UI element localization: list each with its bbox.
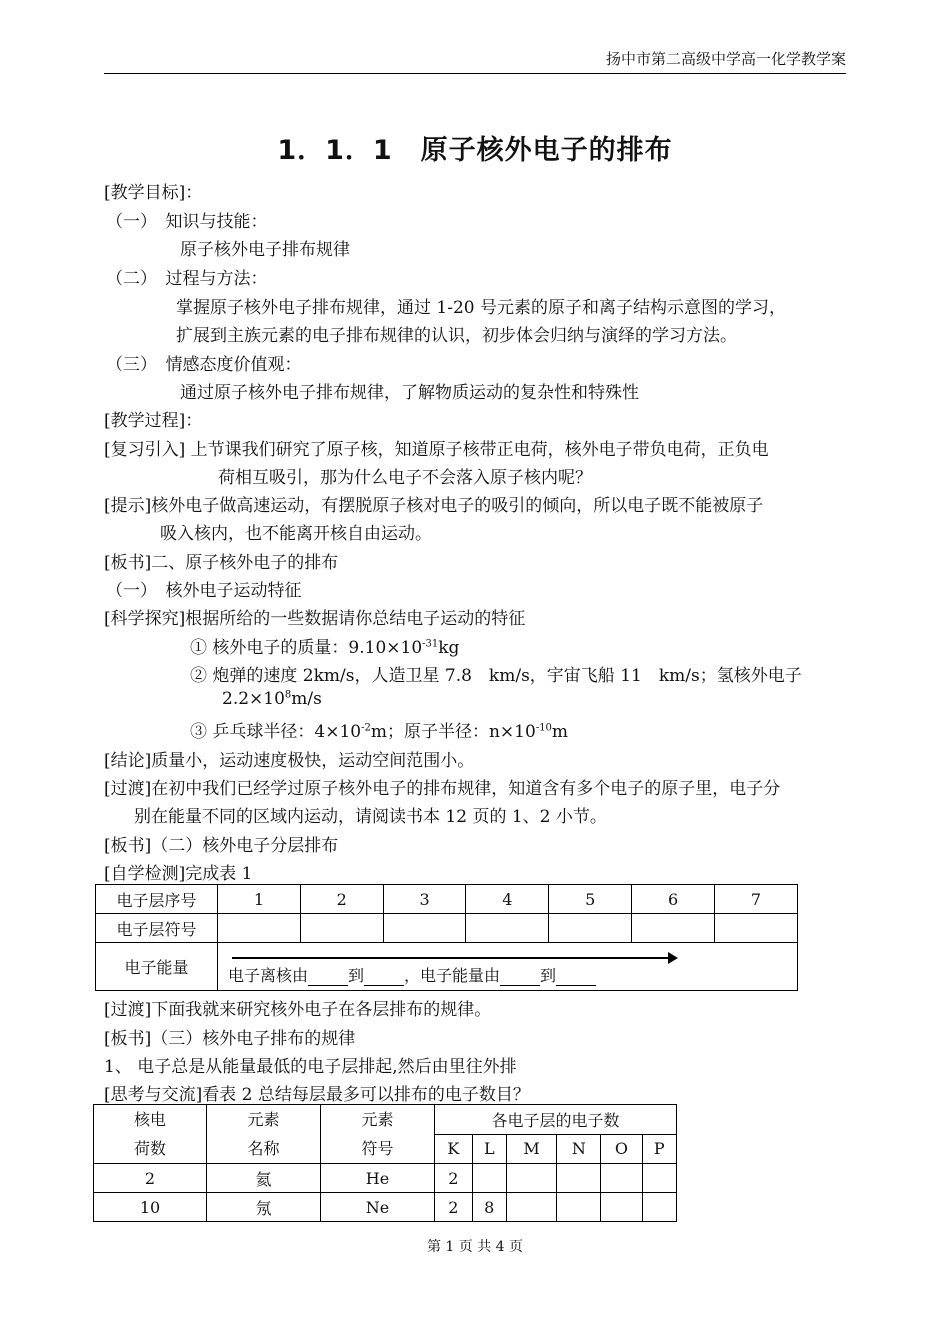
goal1-text: 原子核外电子排布规律 bbox=[180, 240, 350, 260]
cell-charge: 2 bbox=[94, 1164, 207, 1193]
data-item-1: ① 核外电子的质量：$9.10\times 10^{-31}kg$ bbox=[190, 638, 460, 658]
transition-1-a: [过渡]在初中我们已经学过原子核外电子的排布规律，知道含有多个电子的原子里，电子分 bbox=[104, 779, 781, 799]
cell-count bbox=[557, 1193, 601, 1222]
energy-fill-in: 电子离核由 到 ，电子能量由 到 bbox=[218, 943, 798, 991]
cell-charge: 10 bbox=[94, 1193, 207, 1222]
fill-blank[interactable] bbox=[500, 969, 540, 986]
shell-header: K bbox=[435, 1134, 473, 1164]
cell-count bbox=[557, 1164, 601, 1193]
hint-line-a: [提示]核外电子做高速运动，有摆脱原子核对电子的吸引的倾向，所以电子既不能被原子 bbox=[104, 496, 764, 516]
shell-symbol-blank bbox=[632, 914, 715, 943]
goal2-text-b: 扩展到主族元素的电子排布规律的认识，初步体会归纳与演绎的学习方法。 bbox=[176, 326, 737, 346]
shell-number-cell: 5 bbox=[549, 885, 632, 914]
table-electron-shells bbox=[95, 884, 798, 991]
table-row bbox=[94, 1193, 677, 1222]
cell-name: 氦 bbox=[207, 1164, 321, 1193]
cell-count: 8 bbox=[472, 1193, 506, 1222]
cell-count bbox=[642, 1164, 677, 1193]
shell-number-cell: 7 bbox=[714, 885, 797, 914]
fill-blank[interactable] bbox=[364, 969, 404, 986]
cell-count bbox=[601, 1193, 642, 1222]
review-line-b: 荷相互吸引，那为什么电子不会落入原子核内呢？ bbox=[218, 468, 592, 488]
cell-count bbox=[506, 1164, 557, 1193]
goal3-text: 通过原子核外电子排布规律，了解物质运动的复杂性和特殊性 bbox=[180, 383, 639, 403]
shell-header: N bbox=[557, 1134, 601, 1164]
cell-symbol: Ne bbox=[321, 1193, 435, 1222]
process-heading: [教学过程]： bbox=[104, 411, 203, 431]
shell-symbol-blank bbox=[714, 914, 797, 943]
self-check: [自学检测]完成表 1 bbox=[104, 864, 253, 884]
goal3-heading: （三） 情感态度价值观： bbox=[106, 355, 302, 375]
table-row bbox=[94, 1105, 677, 1135]
goal2-text-a: 掌握原子核外电子排布规律，通过 1-20 号元素的原子和离子结构示意图的学习， bbox=[176, 298, 786, 318]
shell-header: M bbox=[506, 1134, 557, 1164]
board-heading-2: [板书]（二）核外电子分层排布 bbox=[104, 836, 339, 856]
shell-symbol-blank bbox=[466, 914, 549, 943]
shell-symbol-blank bbox=[300, 914, 383, 943]
header-shell-electrons: 各电子层的电子数 bbox=[435, 1105, 677, 1135]
transition-2: [过渡]下面我就来研究核外电子在各层排布的规律。 bbox=[104, 1000, 492, 1020]
shell-number-cell: 1 bbox=[218, 885, 301, 914]
fill-blank[interactable] bbox=[556, 969, 596, 986]
section-1-heading: （一） 核外电子运动特征 bbox=[106, 581, 302, 601]
cell-count bbox=[472, 1164, 506, 1193]
header-nuclear-charge: 核电 荷数 bbox=[94, 1105, 207, 1164]
goal1-heading: （一） 知识与技能： bbox=[106, 212, 268, 232]
data-item-2-b: $2.2\times 10^8m/s$ bbox=[222, 689, 322, 709]
rule-1: 1、 电子总是从能量最低的电子层排起,然后由里往外排 bbox=[104, 1057, 517, 1077]
table-element-shells bbox=[93, 1104, 677, 1222]
row-label-shell-number: 电子层序号 bbox=[96, 885, 218, 914]
data-item-2-a: ② 炮弹的速度 2km/s，人造卫星 7.8 km/s，宇宙飞船 11 km/s；氢核外电子 bbox=[190, 666, 802, 686]
shell-number-cell: 2 bbox=[300, 885, 383, 914]
cell-count bbox=[642, 1193, 677, 1222]
table-row bbox=[96, 943, 798, 991]
shell-symbol-blank bbox=[218, 914, 301, 943]
shell-header: P bbox=[642, 1134, 677, 1164]
cell-symbol: He bbox=[321, 1164, 435, 1193]
cell-count bbox=[601, 1164, 642, 1193]
think-and-discuss: [思考与交流]看表 2 总结每层最多可以排布的电子数目？ bbox=[104, 1085, 530, 1105]
goal2-heading: （二） 过程与方法： bbox=[106, 269, 268, 289]
data-item-3: ③ 乒乓球半径：$4\times 10^{-2}m$；原子半径：$n\times 10^{-10}m$ bbox=[190, 722, 569, 742]
lesson-title: 1．1．1 原子核外电子的排布 bbox=[277, 135, 673, 166]
board-heading-3: [板书]（三）核外电子排布的规律 bbox=[104, 1029, 356, 1049]
transition-1-b: 别在能量不同的区域内运动，请阅读书本 12 页的 1、2 小节。 bbox=[134, 807, 607, 827]
row-label-energy: 电子能量 bbox=[96, 943, 218, 991]
shell-header: L bbox=[472, 1134, 506, 1164]
shell-symbol-blank bbox=[383, 914, 466, 943]
cell-count: 2 bbox=[435, 1164, 473, 1193]
science-explore: [科学探究]根据所给的一些数据请你总结电子运动的特征 bbox=[104, 609, 526, 629]
cell-name: 氖 bbox=[207, 1193, 321, 1222]
shell-number-cell: 6 bbox=[632, 885, 715, 914]
page-footer: 第 1 页 共 4 页 bbox=[426, 1239, 524, 1255]
table-row bbox=[96, 914, 798, 943]
table-row bbox=[94, 1164, 677, 1193]
energy-arrow-icon bbox=[232, 955, 678, 961]
cell-count bbox=[506, 1193, 557, 1222]
cell-count: 2 bbox=[435, 1193, 473, 1222]
header-element-symbol: 元素 符号 bbox=[321, 1105, 435, 1164]
board-heading-1: [板书]二、原子核外电子的排布 bbox=[104, 553, 339, 573]
header-element-name: 元素 名称 bbox=[207, 1105, 321, 1164]
shell-number-cell: 3 bbox=[383, 885, 466, 914]
shell-symbol-blank bbox=[549, 914, 632, 943]
table-row bbox=[96, 885, 798, 914]
goals-heading: [教学目标]： bbox=[104, 183, 203, 203]
shell-header: O bbox=[601, 1134, 642, 1164]
hint-line-b: 吸入核内，也不能离开核自由运动。 bbox=[160, 524, 432, 544]
page-header: 扬中市第二高级中学高一化学教学案 bbox=[104, 48, 846, 74]
shell-number-cell: 4 bbox=[466, 885, 549, 914]
conclusion: [结论]质量小，运动速度极快，运动空间范围小。 bbox=[104, 751, 475, 771]
review-line-a: [复习引入] 上节课我们研究了原子核，知道原子核带正电荷，核外电子带负电荷，正负电 bbox=[104, 440, 769, 460]
fill-blank[interactable] bbox=[308, 969, 348, 986]
row-label-shell-symbol: 电子层符号 bbox=[96, 914, 218, 943]
